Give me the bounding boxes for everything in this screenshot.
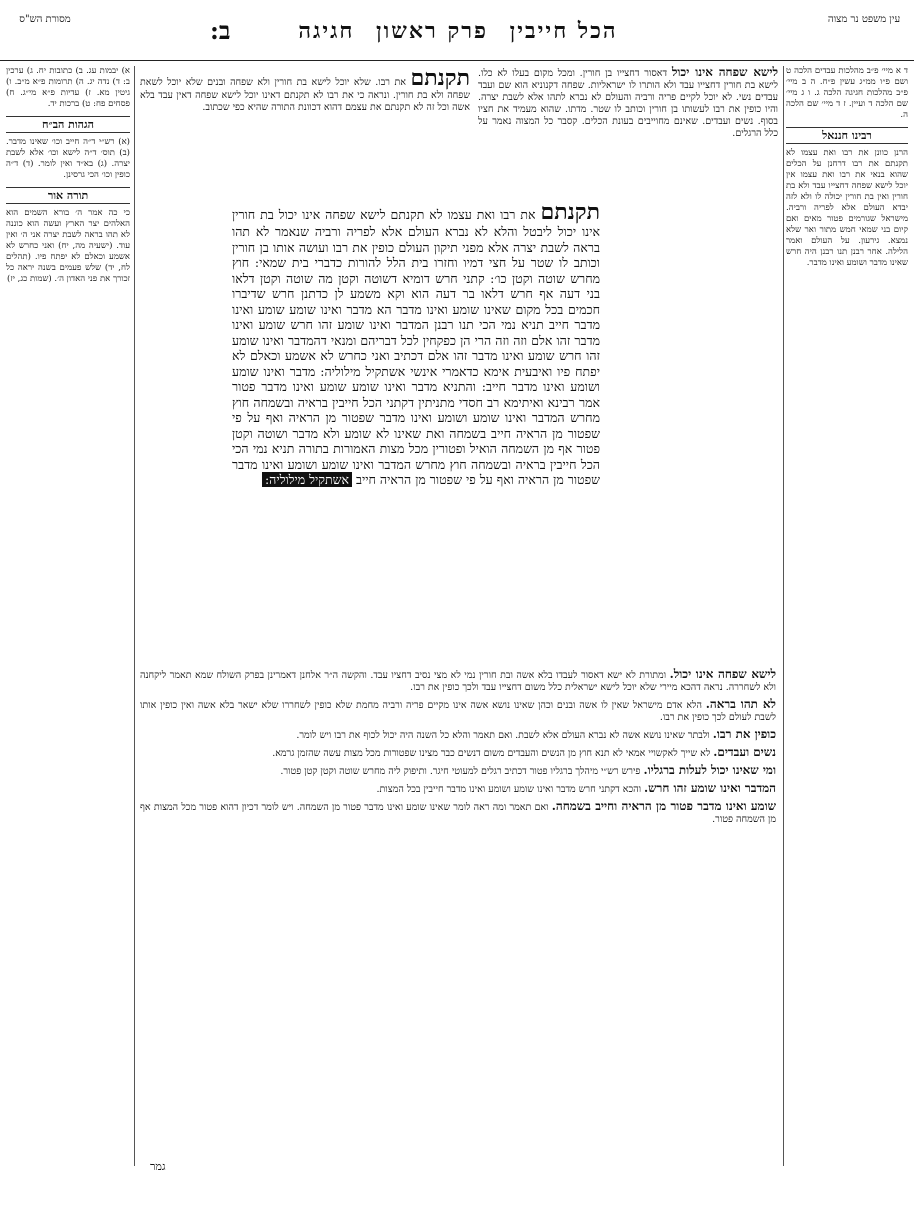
rashi-text: דאסור דחצייו בן חורין. ומכל מקום בעלו לא כלו. לישא בת חורין דחצייו עבד ולא הותרו לו ישראליות. שפחה דקנוניא הוא שם ועבד עבדים נשי. לא יוכל לקיים פריה ורביה והעולם לא נברא לתהו אלא לשבת יצרה. והיו כופין את רבו לעשותו בן חורין וכותב לו שטר. מדתו. שהוא מעמיד את חציו בסוף. נשים ועבדים. שאינם מחוייבים בעונת הכלים. קסבר כל המצוה נאמר על כלל הרגלים. [478, 68, 778, 139]
comment-text: הלא אדם מישראל שאין לו אשה ובנים וכהן שאינו נושא אשה אינו מקיים פריה ורביה מחמת שלא כופין לשחררו שלא ישאר בלא אשה ואין כופין אותו לשבת לעולם לכך כופין את רבו. [140, 700, 776, 723]
ein-mishpat-label: עין משפט נר מצוה [827, 14, 901, 25]
gemara-text: את רבו ואת עצמו לא תקנתם לישא שפחה אינו יכול בת חורין אינו יכול ליבטל והלא לא נברא העולם אלא לפריה ורביה שנאמר לא תהו בראה לשבת יצרה אלא מפני תיקון העולם כופין את רבו ועושה אותו בן חורין וכותב לו שטר על חצי דמיו וחזרו בית הלל להורות כדברי בית שמאי: חוץ מחרש שוטה וקטן כו׳: קתני חרש דומיא דשוטה וקטן מה שוטה וקטן דלאו בני דעה אף חרש דלאו בר דעה הוא וקא משמע לן כדתנן חרש שדיברו חכמים בכל מקום שאינו שומע ואינו מדבר הא מדבר ואינו שומע שומע ואינו מדבר חייב תניא נמי הכי תנו רבנן המדבר ואינו שומע זהו חרש שומע ואינו מדבר זהו אלם וזה וזה הרי הן כפקחין לכל דבריהם ומנאי דהמדבר ואינו שומע זהו חרש שומע ואינו מדבר זהו אלם דכתיב ואני כחרש לא אשמע וכאלם לא יפתח פיו ואיבעית אימא כדאמרי אינשי אשתקיל מילוליה: מדבר ואינו שומע ושומע ואינו מדבר חייב: והתניא מדבר ואינו שומע שומע ואינו מדבר פטור אמר רבינא ואיתימא רב חסדי מתניתין דקתני הכל חייבין בראיה ובשמחה חוץ מחרש המדבר ואינו שומע ושומע ואינו מדבר שפטור מן הראיה ואף על פי שפטור מן הראיה חייב בשמחה ואת שאינו לא שומע ולא מדבר ושוטה וקטן פטור אף מן השמחה הואיל ופטורין מכל מצות האמורות בתורה תניא נמי הכי הכל חייבין בראיה ובשמחה חוץ מחרש המדבר ואינו שומע ושומע ואינו מדבר שפטור מן הראיה ואף על פי שפטור מן הראיה חייב [232, 207, 600, 487]
running-head [258, 18, 658, 44]
comment-block [140, 698, 776, 724]
catchword: גמר [150, 1160, 166, 1173]
mesoret-label: מסורת הש"ס [19, 14, 71, 25]
gemara-main-text [232, 200, 600, 660]
running-head-chapter: הכל חייבין [509, 18, 618, 44]
comment-heading: לא תהו בראה. [705, 697, 776, 711]
column-divider [783, 66, 784, 1166]
right-margin-column [786, 66, 908, 1166]
rashi-dibbur-hamatchil: לישא שפחה אינו יכול [671, 66, 778, 79]
left-margin-column [6, 66, 130, 1166]
comment-block [140, 764, 776, 778]
hagahot-habach-text: (א) רש״י ד״ה חייב וכו׳ שאינו מדבר. (ב) תוס׳ ד״ה לישא וכו׳ אלא לשבת יצרה. (ג) בא״ד ואין לומר. (ד) ד״ה כופין וכו׳ הכי גרסינן. [6, 137, 130, 180]
header-rule [0, 60, 914, 61]
comment-text: והכא דקתני חרש מדבר ואינו שומע ושומע ואינו מדבר חייבין בכל המצות. [376, 784, 641, 795]
comment-block [140, 668, 776, 694]
folio-number: ב: [210, 16, 231, 45]
running-head-tractate: חגיגה [298, 18, 355, 44]
tosafot-opening-word: תקנתם [410, 66, 470, 91]
comment-block [140, 800, 776, 826]
comment-block [140, 728, 776, 742]
comment-text: ולבתר שאינו נושא אשה לא נברא העולם אלא לשבת. ואם תאמר והלא כל השנה היה יכול לכוף את רבו ויש לומר. [296, 730, 710, 741]
ein-mishpat-text: ד א מיי׳ פ״ב מהלכות עבדים הלכה ט ושם פ״ו ממ״ג עשין פ״ח. ה ב מיי׳ פ״ב מהלכות חגיגה הלכה ג. ו ג מיי׳ שם הלכה ד ועיין. ז ד מיי׳ שם הלכה ה. [786, 66, 908, 120]
gemara-opening-word: תקנתם [540, 200, 600, 225]
hagahot-habach-title: הגהות הב״ח [6, 116, 130, 133]
torah-or-title: תורה אור [6, 187, 130, 204]
comment-block [140, 782, 776, 796]
comment-text: ומתורת לא ישא דאסור לעבדו בלא אשה ובת חורין נמי לא מצי נסיב דחציו עבד. והקשה ה״ר אלחנן דאמרינן בפרק השולח שמא תאמר ליקחנה ולא לשחררה. נראה דהכא מיירי שלא יוכל לישא ישראלית כלל משום דחצייו עבד ולכך כופין את רבו. [140, 670, 776, 693]
comment-text: ואם תאמר ומה ראה לומר שאינו שומע ואינו מדבר פטור מן השמחה. ויש לומר דכיון דהוא פטור מכל המצות אף מן השמחה פטור. [140, 802, 776, 825]
comment-heading: כופין את רבו. [712, 727, 776, 741]
mesoret-hashas-text: א) יבמות עג. ב) כתובות יח. ג) ערכין ב: ד) נדה יג. ה) תרומות פ״א מ״ב. ו) גיטין מא. ז) עדיות פ״א מי״ג. ח) פסחים פח: ט) ברכות יד. [6, 66, 130, 109]
column-divider [134, 66, 135, 1166]
comment-block [140, 746, 776, 760]
comment-heading: המדבר ואינו שומע זהו חרש. [644, 781, 776, 795]
comment-text: פירש רש״י מיהלך ברגליו פטור דכתיב רגלים למעוטי חיגר. ותיפוק ליה מחרש שוטה וקטן קטן פטור. [280, 766, 641, 777]
tosafot-column [140, 66, 470, 136]
gemara-boxed-phrase: אשתקיל מילוליה: [262, 472, 352, 487]
running-head-perek: פרק ראשון [376, 18, 488, 44]
rabbeinu-chananel-title: רבינו חננאל [786, 127, 908, 144]
rabbeinu-chananel-text: הרנן כוונן את רבו ואת עצמו לא תקנתם את רבו דרחנן על הכלים שהוא בנאי את רבו ואת עצמו אין יוכל לישא שפחה דחצייו עבד ולא בת חורין ואין בת חורין יכולה לו ולא לזה יבדא העולם אלא לפריה ורביה. מישראל שגורמים פטור מאים ואם קיום בני שמאי חמש מתור ואר שלא נמצא. גירעון. על העולם ואמר הלילה. אחר רבנן תנו רבנן היה חרש שאינו מדבר ושומע ואינו מדבר. [786, 148, 908, 268]
comment-heading: שומע ואינו מדבר פטור מן הראיה וחייב בשמחה. [551, 799, 776, 813]
comment-heading: לישא שפחה אינו יכול. [669, 668, 776, 681]
comment-text: לא שייך לאקשויי אמאי לא תנא חוץ מן הנשים והעבדים משום דנשים כבר מצינו שפטורות מכל מצות עשה שהזמן גרמא. [272, 748, 711, 759]
page-header [0, 14, 914, 74]
comment-heading: ומי שאינו יכול לעלות ברגליו. [643, 763, 776, 777]
tosafot-text: את רבו. שלא יוכל לישא בת חורין ולא שפחה ובנים שלא יוכל לשאת שפחה ולא בת חורין. ונראה כי את רבו לא תקנתם דאינו יוכל לישא שפחה דאין עבד בלא אשה וכל זה לא תקנתם את עצמם דהוא דכוונת התורה שהיא כפי שכתוב. [140, 77, 470, 113]
tosafot-lower-commentary [140, 668, 776, 1158]
comment-heading: נשים ועבדים. [713, 745, 776, 759]
torah-or-text: כי כה אמר ה׳ בורא השמים הוא האלהים יצר הארץ ועשה הוא כוננה לא תהו בראה לשבת יצרה אני ה׳ ואין עוד. (ישעיה מה, יח) ואני כחרש לא אשמע וכאלם לא יפתח פיו. (תהלים לח, יד) שלש פעמים בשנה יראה כל זכורך את פני האדון ה׳. (שמות כג, יז) [6, 208, 130, 284]
